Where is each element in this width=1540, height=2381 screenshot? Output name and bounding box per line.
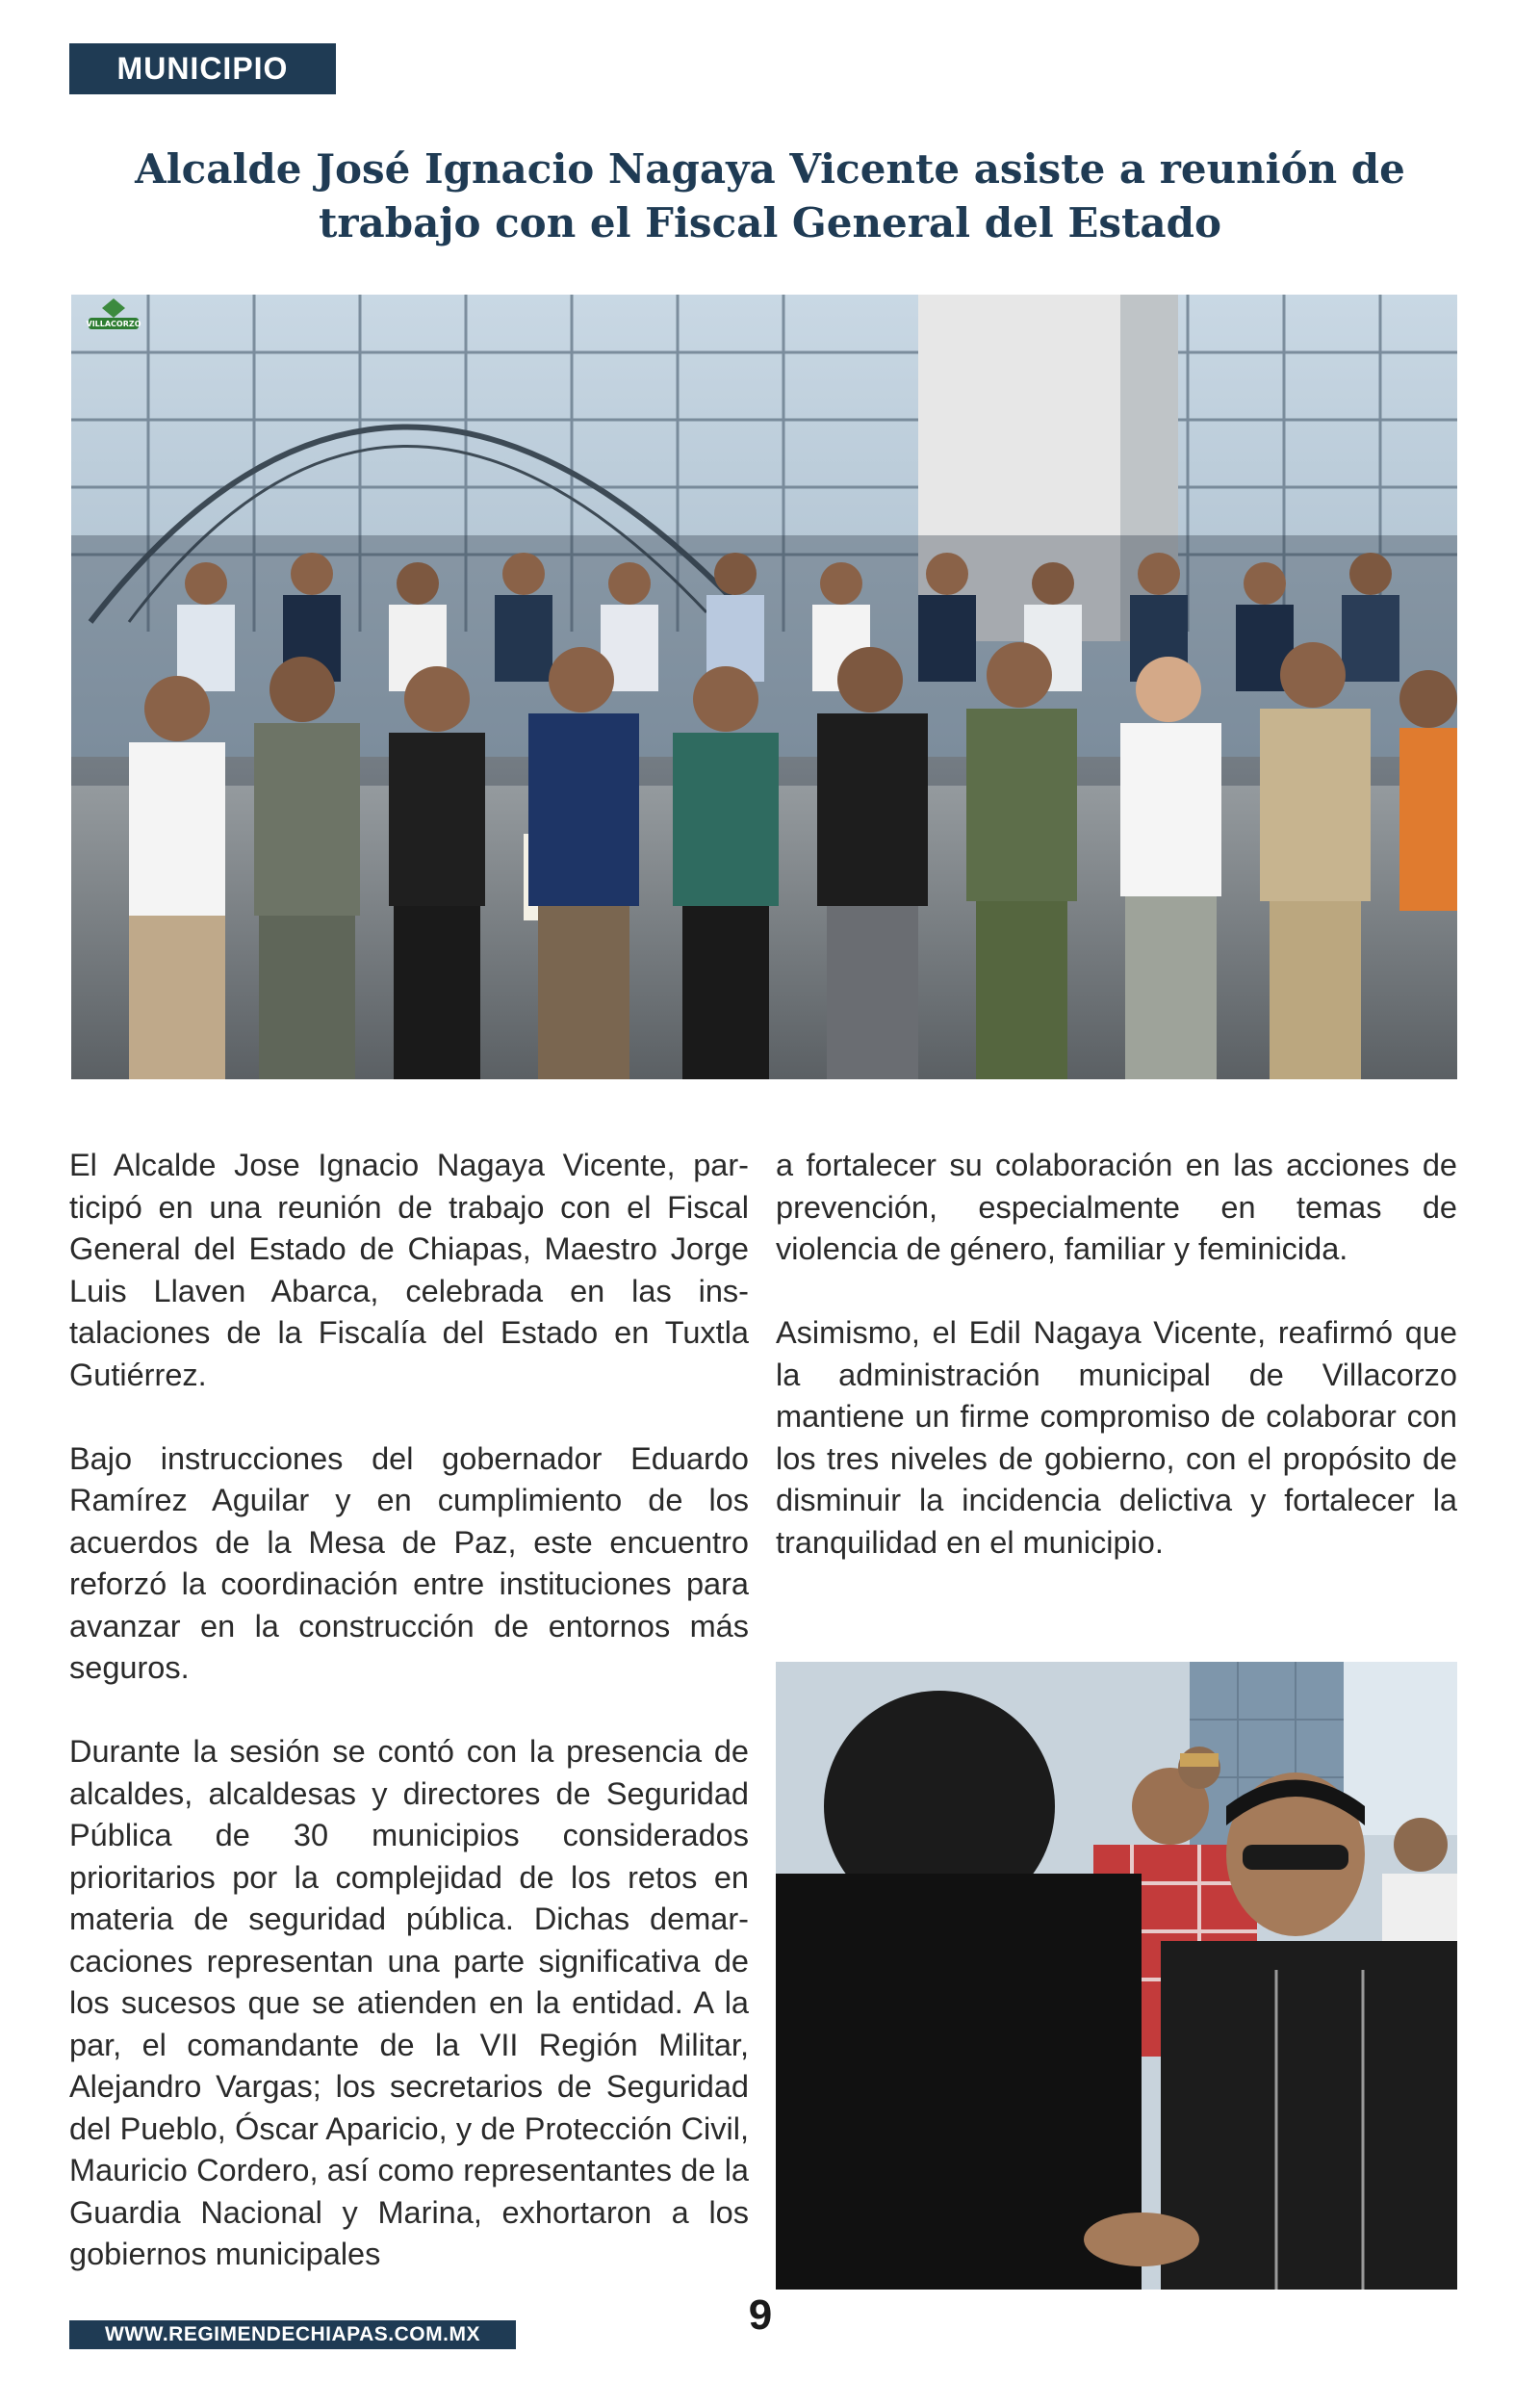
section-tag: MUNICIPIO	[69, 43, 336, 94]
paragraph: El Alcalde Jose Ignacio Nagaya Vicente, participó en una reunión de trabajo con el Fiscal General del Estado de Chiapas, Maestro Jorge Luis Llaven Abarca, celebrada en las instalaciones de la Fiscalía del Estado en Tuxtla Gutiérrez.	[69, 1148, 749, 1392]
municipal-logo	[81, 295, 146, 335]
article-headline: Alcalde José Ignacio Nagaya Vicente asiste a reunión de trabajo con el Fiscal General del Estado	[135, 145, 1405, 246]
article-right-column	[776, 1145, 1457, 1606]
page-number: 9	[748, 2291, 773, 2339]
paragraph: Bajo instrucciones del gobernador Eduardo Ramírez Aguilar y en cumplimiento de los acuerdos de la Mesa de Paz, este encuentro reforzó la coordinación entre instituciones para avanzar en la construcción de entornos más seguros.	[69, 1440, 749, 1685]
paragraph: Asimismo, el Edil Nagaya Vicente, reafirmó que la administración municipal de Villacorzo mantiene un firme compromiso de colaborar con los tres niveles de gobierno, con el propósito de disminuir la incidencia delictiva y fortalecer la tranquilidad en el municipio.	[776, 1315, 1457, 1560]
logo-text: VILLACORZO	[86, 320, 141, 328]
group-photo	[71, 295, 1457, 1079]
paragraph: Durante la sesión se contó con la presencia de alcaldes, alcaldesas y directores de Seguridad Pública de 30 municipios considerados prioritarios por la complejidad de los retos en materia de seguridad pública. Dichas demarcaciones representan una parte significativa de los sucesos que se atienden en la entidad. A la par, el comandante de la VII Región Militar, Alejandro Vargas; los secretarios de Seguridad del Pueblo, Óscar Aparicio, y de Protección Civil, Mauricio Cordero, así como representantes de la Guardia Nacional y Marina, exhortaron a los gobiernos municipales	[69, 1734, 749, 2271]
handshake-photo	[776, 1662, 1457, 2290]
article-left-column	[69, 1145, 749, 2317]
footer-website[interactable]: WWW.REGIMENDECHIAPAS.COM.MX	[69, 2320, 516, 2349]
paragraph: a fortalecer su colaboración en las acciones de prevención, especialmente en temas de violencia de género, familiar y feminicida.	[776, 1148, 1457, 1266]
